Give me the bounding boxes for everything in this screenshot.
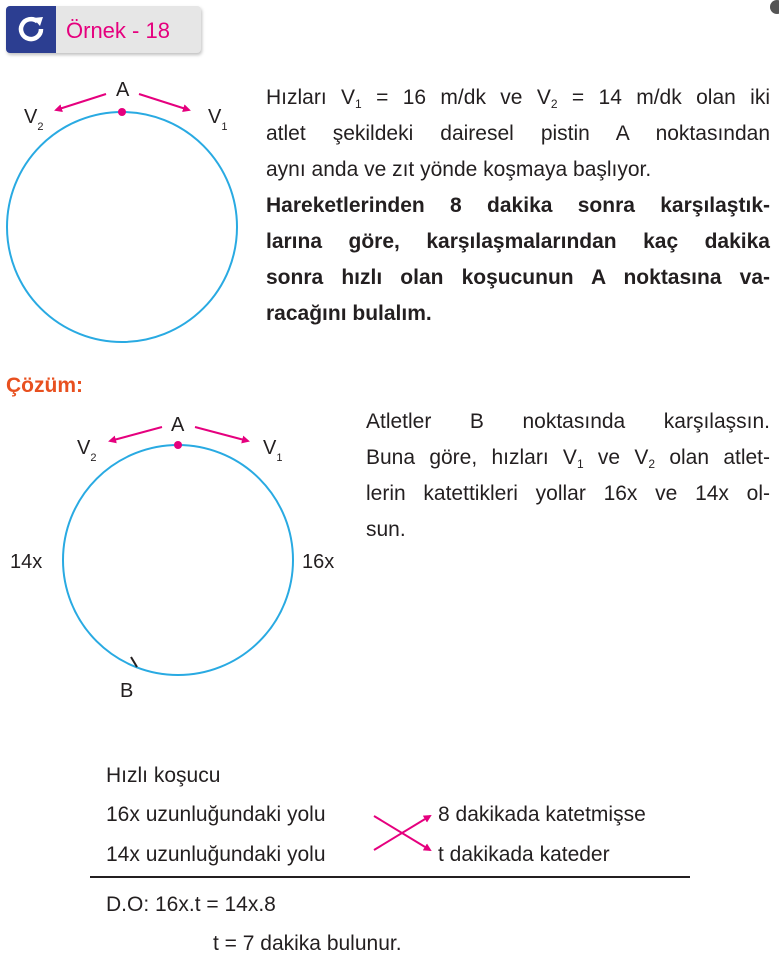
point-a-label: A: [116, 79, 130, 101]
refresh-icon: [6, 6, 56, 53]
v2-label: $V_2$: [77, 437, 97, 464]
track-circle: [63, 445, 293, 675]
question-line-1: Hareketlerinden 8 dakika sonra karşılaştık-: [266, 194, 770, 217]
v2-label: $V_2$: [24, 106, 44, 133]
arrow-v1: [139, 94, 189, 110]
v1-label: $V_1$: [208, 106, 228, 133]
example-diagram: [0, 70, 250, 350]
example-badge: [6, 6, 201, 53]
proportion-row2-left: 14x uzunluğundaki yolu: [106, 843, 326, 866]
v1-label: $V_1$: [263, 437, 283, 464]
solution-line-4: sun.: [366, 518, 406, 541]
statement-line-2: atlet şekildeki dairesel pistin A noktasından: [266, 122, 770, 145]
question-line-2: larına göre, karşılaşmalarından kaç dakika: [266, 230, 770, 253]
divider-line: [90, 876, 690, 878]
result-equation: D.O: 16x.t = 14x.8: [106, 893, 276, 916]
arrow-v2: [56, 94, 106, 110]
statement-line-1: Hızları $V_1 = 16$ m/dk ve $V_2 = 14$ m/dk olan iki: [266, 86, 770, 111]
corner-mark: [770, 0, 779, 14]
cross-arrows: [370, 808, 436, 858]
solution-line-1: Atletler B noktasında karşılaşsın.: [366, 410, 770, 433]
proportion-row1-right: 8 dakikada katetmişse: [438, 803, 646, 826]
result-answer: t = 7 dakika bulunur.: [213, 932, 402, 955]
point-a-dot: [174, 441, 182, 449]
proportion-row1-left: 16x uzunluğundaki yolu: [106, 803, 326, 826]
example-statement: [266, 80, 770, 332]
right-arc-label: 16x: [302, 551, 335, 573]
solution-text: [366, 404, 770, 548]
proportion-heading: Hızlı koşucu: [106, 764, 221, 787]
solution-line-3: lerin katettikleri yollar 16x ve 14x ol-: [366, 482, 770, 505]
left-arc-label: 14x: [10, 551, 43, 573]
solution-line-2: Buna göre, hızları $V_1$ ve $V_2$ olan atlet-: [366, 446, 771, 471]
arrow-v2: [110, 427, 162, 441]
point-a-label: A: [171, 414, 185, 436]
badge-icon-box: [6, 6, 56, 53]
arrow-v1: [195, 427, 248, 441]
solution-label: Çözüm:: [6, 374, 83, 397]
proportion-row2-right: t dakikada kateder: [438, 843, 610, 866]
example-title: Örnek - 18: [66, 18, 170, 43]
solution-diagram: [0, 405, 360, 710]
question-line-4: racağını bulalım.: [266, 302, 432, 325]
point-a-dot: [118, 108, 126, 116]
question-line-3: sonra hızlı olan koşucunun A noktasına va-: [266, 266, 770, 289]
point-b-label: B: [120, 680, 134, 702]
track-circle: [7, 112, 237, 342]
statement-line-3: aynı anda ve zıt yönde koşmaya başlıyor.: [266, 158, 652, 181]
